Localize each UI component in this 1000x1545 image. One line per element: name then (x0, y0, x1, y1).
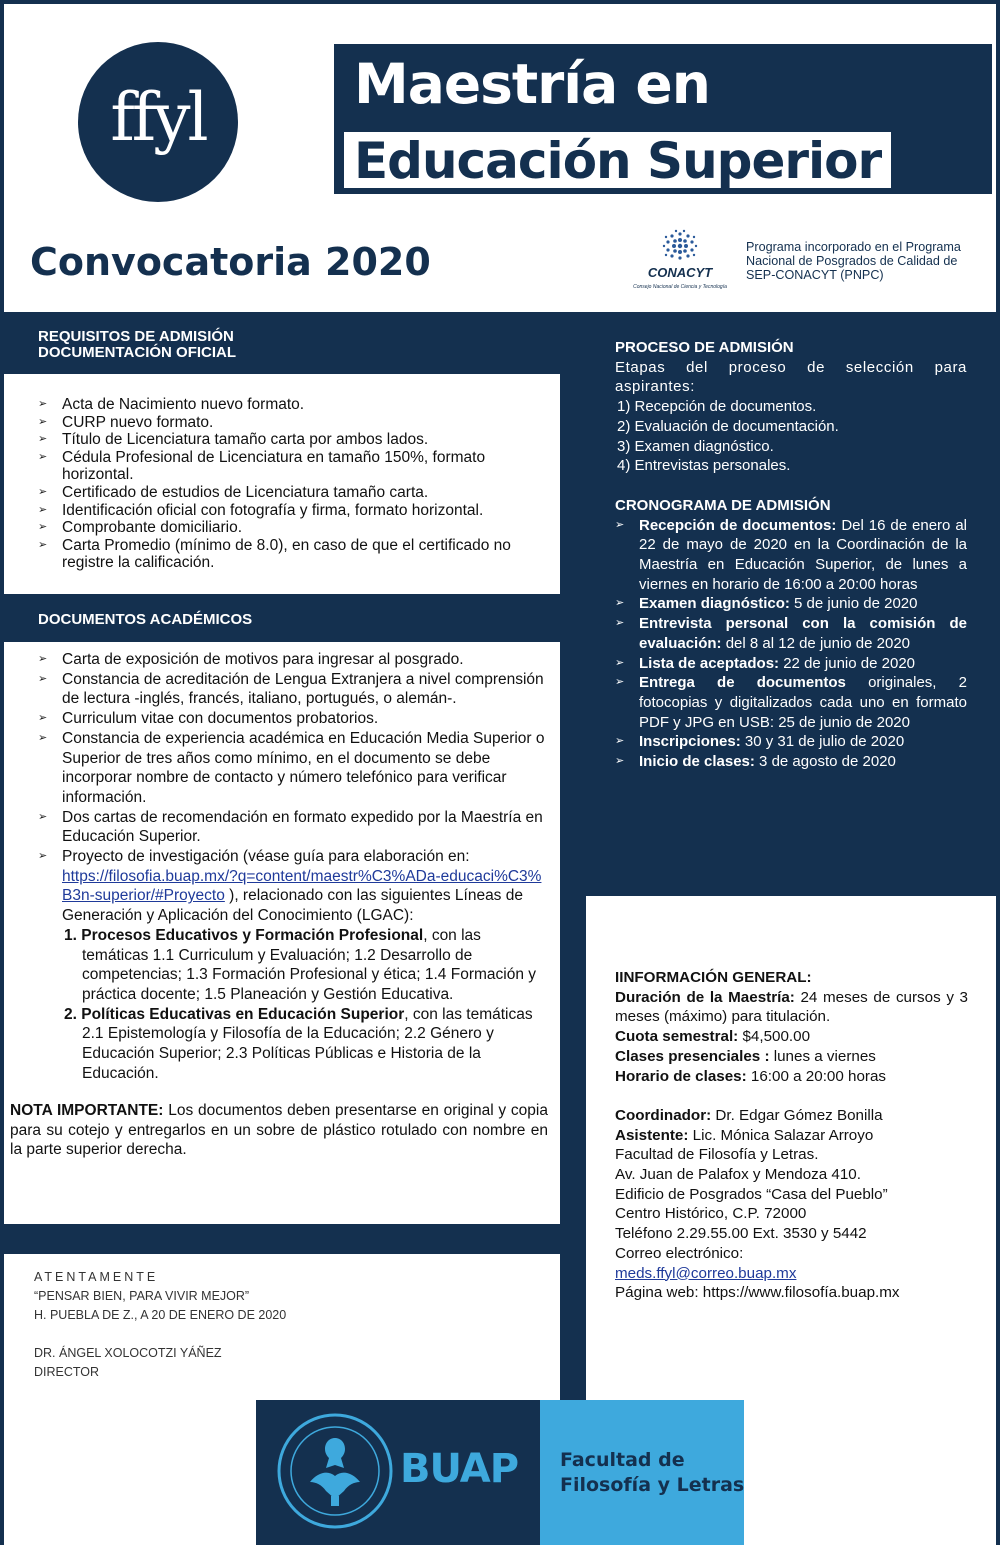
cuota-label: Cuota semestral: (615, 1028, 739, 1046)
requisitos-heading: REQUISITOS DE ADMISIÓN (38, 328, 234, 345)
lgac-2 (62, 1005, 548, 1084)
cronograma-label: Examen diagnóstico: (639, 595, 790, 613)
buap-seal-icon (276, 1412, 394, 1530)
cronograma-text: del 8 al 12 de junio de 2020 (721, 634, 911, 652)
lema: “PENSAR BIEN, PARA VIVIR MEJOR” (34, 1289, 250, 1303)
proyecto-link[interactable]: https://filosofia.buap.mx/?q=content/maestr%C3%ADa-educaci%C3%B3n-superior/#Proyecto (62, 867, 542, 905)
list-item: ➢ Curriculum vitae con documentos probatorios. (36, 709, 548, 729)
cronograma-text: originales, 2 fotocopias y digitalizados cada uno en formato PDF y JPG en USB: 25 de junio de 2020 (639, 674, 967, 731)
list-item (615, 516, 967, 595)
list-item: ➢ CURP nuevo formato. (36, 414, 548, 432)
proyecto-item (36, 847, 548, 1083)
buap-seal (276, 1412, 394, 1530)
list-item (615, 614, 967, 653)
cronograma-label: Recepción de documentos: (639, 516, 837, 534)
list-item: ➢ Dos cartas de recomendación en formato expedido por la Maestría en Educación Superior. (36, 808, 548, 847)
coordinador (615, 1106, 968, 1126)
faculty-line2: Filosofía y Letras (560, 1474, 745, 1496)
cronograma-label: Lista de aceptados: (639, 654, 780, 672)
list-item: ➢ Cédula Profesional de Licenciatura en tamaño 150%, formato horizontal. (36, 449, 548, 484)
convocatoria-heading: Convocatoria 2020 (30, 240, 431, 284)
cronograma-label: Entrevista personal con la comisión de evaluación: (639, 615, 967, 652)
list-item: ➢ Título de Licenciatura tamaño carta por ambos lados. (36, 431, 548, 449)
cronograma-label: Inscripciones: (639, 733, 741, 751)
direccion-line: Facultad de Filosofía y Letras. (615, 1146, 819, 1164)
lgac-2-title: 2. Políticas Educativas en Educación Superior (64, 1005, 405, 1023)
faculty-line1: Facultad de (560, 1449, 685, 1471)
direccion-line: Centro Histórico, C.P. 72000 (615, 1205, 807, 1223)
director-nombre: DR. ÁNGEL XOLOCOTZI YÁÑEZ (34, 1346, 222, 1360)
asistente (615, 1126, 968, 1146)
conacyt-dots-icon (622, 228, 738, 292)
direccion-line: Av. Juan de Palafox y Mendoza 410. (615, 1166, 861, 1184)
lgac-1 (62, 926, 548, 1005)
documentacion-heading: DOCUMENTACIÓN OFICIAL (38, 344, 237, 361)
horario-text: 16:00 a 20:00 horas (746, 1067, 887, 1085)
lgac-1-text: , con las temáticas 1.1 Curriculum y Evaluación; 1.2 Desarrollo de competencias; 1.3 Formación Profesional y ética; 1.4 Formación y práctica docente; 1.5 Planeación y Gestión Educativa. (82, 926, 537, 1003)
asistente-label: Asistente: (615, 1126, 689, 1144)
conacyt-program-text: Programa incorporado en el Programa Nacional de Posgrados de Calidad de SEP-CONACYT (PNPC) (746, 240, 961, 282)
atentamente: ATENTAMENTE (34, 1270, 159, 1284)
horario-label: Horario de clases: (615, 1067, 747, 1085)
page-title-line1: Maestría en (354, 52, 710, 116)
cronograma-text: 30 y 31 de julio de 2020 (740, 733, 905, 751)
list-item: ➢ Carta de exposición de motivos para ingresar al posgrado. (36, 650, 548, 670)
conacyt-name: CONACYT (647, 265, 713, 280)
asistente-text: Lic. Mónica Salazar Arroyo (688, 1126, 874, 1144)
list-item (615, 732, 967, 752)
pagina-web: Página web: https://www.filosofía.buap.mx (615, 1284, 900, 1302)
academicos-heading: DOCUMENTOS ACADÉMICOS (38, 611, 253, 628)
clases-label: Clases presenciales : (615, 1047, 770, 1065)
cronograma-text: 5 de junio de 2020 (789, 595, 918, 613)
proceso-intro: Etapas del proceso de selección para aspirantes: (615, 358, 967, 396)
nota-label: NOTA IMPORTANTE: (10, 1102, 164, 1120)
clases (615, 1047, 968, 1067)
faculty-name (560, 1448, 744, 1498)
duracion-text: 24 meses de cursos y 3 meses (máximo) para titulación. (615, 988, 969, 1026)
buap-wordmark: BUAP (400, 1446, 519, 1492)
duracion-label: Duración de la Maestría: (615, 988, 795, 1006)
horario (615, 1067, 968, 1087)
list-item: 3) Examen diagnóstico. (617, 437, 774, 455)
email-link[interactable]: meds.ffyl@correo.buap.mx (615, 1264, 797, 1282)
informacion-heading: IINFORMACIÓN GENERAL: (615, 969, 812, 986)
documentacion-list (36, 396, 548, 572)
list-item (615, 673, 967, 732)
ffyl-logo: ffyl (78, 42, 238, 202)
cuota (615, 1027, 968, 1047)
proyecto-rest: ), relacionado con las siguientes Líneas de Generación y Aplicación del Conocimiento (LGAC): (62, 887, 523, 925)
nota-importante (10, 1101, 548, 1160)
cronograma-heading: CRONOGRAMA DE ADMISIÓN (615, 496, 831, 514)
cronograma-text: 22 de junio de 2020 (779, 654, 915, 672)
cronograma-text: Del 16 de enero al 22 de mayo de 2020 en la Coordinación de la Maestría en Educación Superior, de lunes a viernes en horario de 16:00 a 20:00 horas (639, 516, 967, 593)
list-item: ➢ Certificado de estudios de Licenciatura tamaño carta. (36, 484, 548, 502)
lgac-2-text: , con las temáticas 2.1 Epistemología y Filosofía de la Educación; 2.2 Género y Educación Superior; 2.3 Políticas Públicas e Historia de la Educación. (82, 1005, 533, 1082)
correo-label: Correo electrónico: (615, 1244, 744, 1262)
clases-text: lunes a viernes (769, 1047, 876, 1065)
proceso-heading: PROCESO DE ADMISIÓN (615, 339, 794, 356)
cronograma-label: Entrega de documentos (639, 674, 846, 692)
list-item: ➢ Carta Promedio (mínimo de 8.0), en caso de que el certificado no registre la calificación. (36, 537, 548, 572)
list-item: ➢ Constancia de experiencia académica en Educación Media Superior o Superior de tres años como mínimo, en el documento se debe incorporar nombre de contacto y número telefónico para verificar información. (36, 729, 548, 808)
lugar-fecha: H. PUEBLA DE Z., A 20 DE ENERO DE 2020 (34, 1308, 287, 1322)
director-cargo: DIRECTOR (34, 1365, 100, 1379)
cuota-text: $4,500.00 (738, 1028, 811, 1046)
nota-text: Los documentos deben presentarse en original y copia para su cotejo y entregarlos en un sobre de plástico rotulado con nombre en la parte superior derecha. (10, 1102, 548, 1159)
coordinador-label: Coordinador: (615, 1106, 712, 1124)
conacyt-subtitle: Consejo Nacional de Ciencia y Tecnología (633, 284, 727, 290)
conacyt-logo (622, 228, 738, 292)
coordinador-text: Dr. Edgar Gómez Bonilla (711, 1106, 883, 1124)
proyecto-intro: Proyecto de investigación (véase guía para elaboración en: (62, 848, 470, 866)
list-item: 1) Recepción de documentos. (617, 398, 817, 416)
proceso-steps (615, 397, 967, 476)
cronograma-label: Inicio de clases: (639, 753, 755, 771)
proceso-cronograma (615, 338, 967, 772)
list-item: 4) Entrevistas personales. (617, 457, 791, 475)
telefono: Teléfono 2.29.55.00 Ext. 3530 y 5442 (615, 1225, 867, 1243)
list-item (615, 654, 967, 674)
list-item: ➢ Acta de Nacimiento nuevo formato. (36, 396, 548, 414)
list-item: ➢ Comprobante domiciliario. (36, 519, 548, 537)
list-item (615, 752, 967, 772)
cronograma-text: 3 de agosto de 2020 (754, 753, 896, 771)
list-item (615, 594, 967, 614)
list-item: 2) Evaluación de documentación. (617, 417, 839, 435)
cronograma-list (615, 516, 967, 772)
list-item: ➢ Constancia de acreditación de Lengua Extranjera a nivel comprensión de lectura -inglés, francés, italiano, portugués, o alemán-. (36, 670, 548, 709)
documentacion-oficial-box (4, 374, 560, 594)
page-title-line2: Educación Superior (344, 132, 891, 188)
list-item: ➢ Identificación oficial con fotografía y firma, formato horizontal. (36, 502, 548, 520)
lgac-1-title: 1. Procesos Educativos y Formación Profesional (64, 926, 424, 944)
academicos-list (36, 650, 548, 1083)
documentos-academicos-box (4, 642, 560, 1224)
direccion-line: Edificio de Posgrados “Casa del Pueblo” (615, 1185, 888, 1203)
duracion (615, 988, 968, 1027)
